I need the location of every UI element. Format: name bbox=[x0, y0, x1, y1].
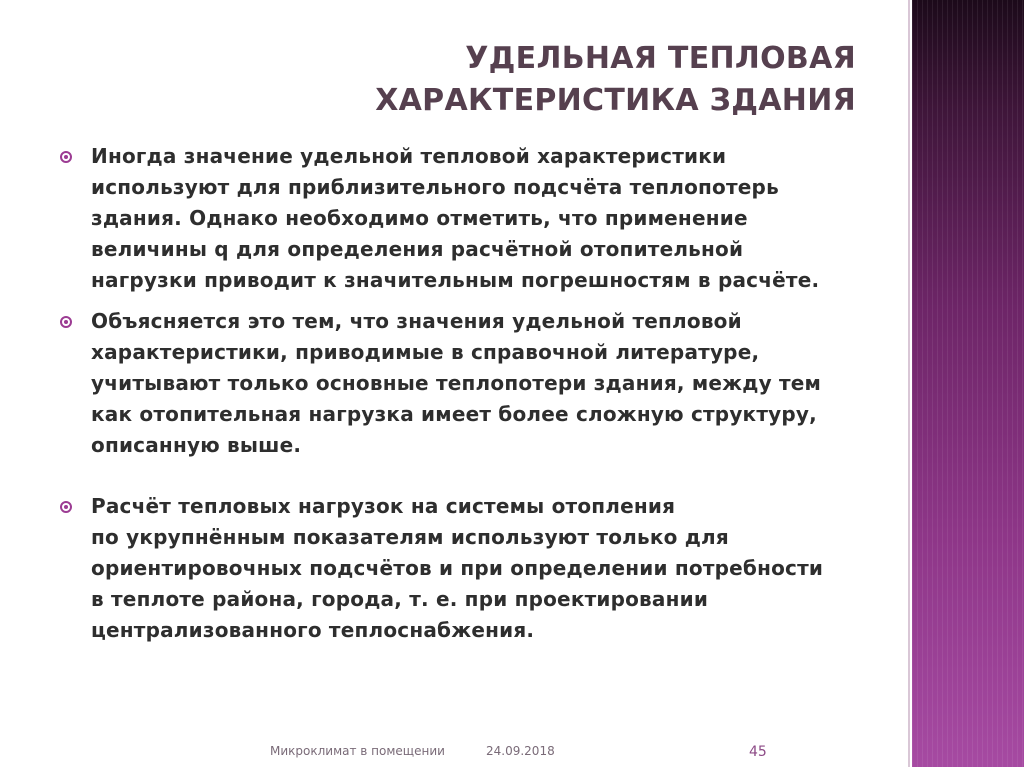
bullet-line: как отопительная нагрузка имеет более сложную структуру, bbox=[91, 402, 817, 426]
slide-edge-divider bbox=[908, 0, 910, 767]
bullet-line: Расчёт тепловых нагрузок на системы отопления bbox=[91, 494, 676, 518]
bullet-item bbox=[58, 306, 898, 461]
slide-body bbox=[58, 141, 898, 656]
slide-title-line: УДЕЛЬНАЯ ТЕПЛОВАЯ bbox=[465, 41, 856, 76]
bullet-line: централизованного теплоснабжения. bbox=[91, 618, 535, 642]
bullet-line: здания. Однако необходимо отметить, что применение bbox=[91, 206, 748, 230]
circle-bullet-icon bbox=[60, 151, 72, 163]
slide-title bbox=[216, 38, 856, 122]
side-panel-stripes bbox=[912, 0, 1024, 767]
footer-presentation-name: Микроклимат в помещении bbox=[270, 744, 445, 758]
bullet-line: описанную выше. bbox=[91, 433, 302, 457]
bullet-line: нагрузки приводит к значительным погрешностям в расчёте. bbox=[91, 268, 820, 292]
bullet-item bbox=[58, 491, 898, 646]
bullet-line: учитывают только основные теплопотери здания, между тем bbox=[91, 371, 822, 395]
bullet-line: характеристики, приводимые в справочной литературе, bbox=[91, 340, 760, 364]
bullet-line: Объясняется это тем, что значения удельной тепловой bbox=[91, 309, 742, 333]
bullet-line: ориентировочных подсчётов и при определении потребности bbox=[91, 556, 824, 580]
bullet-line: в теплоте района, города, т. е. при проектировании bbox=[91, 587, 709, 611]
bullet-line: величины q для определения расчётной отопительной bbox=[91, 237, 744, 261]
bullet-line: Иногда значение удельной тепловой характеристики bbox=[91, 144, 727, 168]
circle-bullet-icon bbox=[60, 501, 72, 513]
footer-date: 24.09.2018 bbox=[486, 744, 555, 758]
circle-bullet-icon bbox=[60, 316, 72, 328]
bullet-line: используют для приблизительного подсчёта теплопотерь bbox=[91, 175, 779, 199]
bullet-line: по укрупнённым показателям используют только для bbox=[91, 525, 729, 549]
decorative-side-panel bbox=[912, 0, 1024, 767]
slide-number: 45 bbox=[749, 744, 767, 760]
slide-title-line: ХАРАКТЕРИСТИКА ЗДАНИЯ bbox=[375, 83, 856, 118]
bullet-item bbox=[58, 141, 898, 296]
